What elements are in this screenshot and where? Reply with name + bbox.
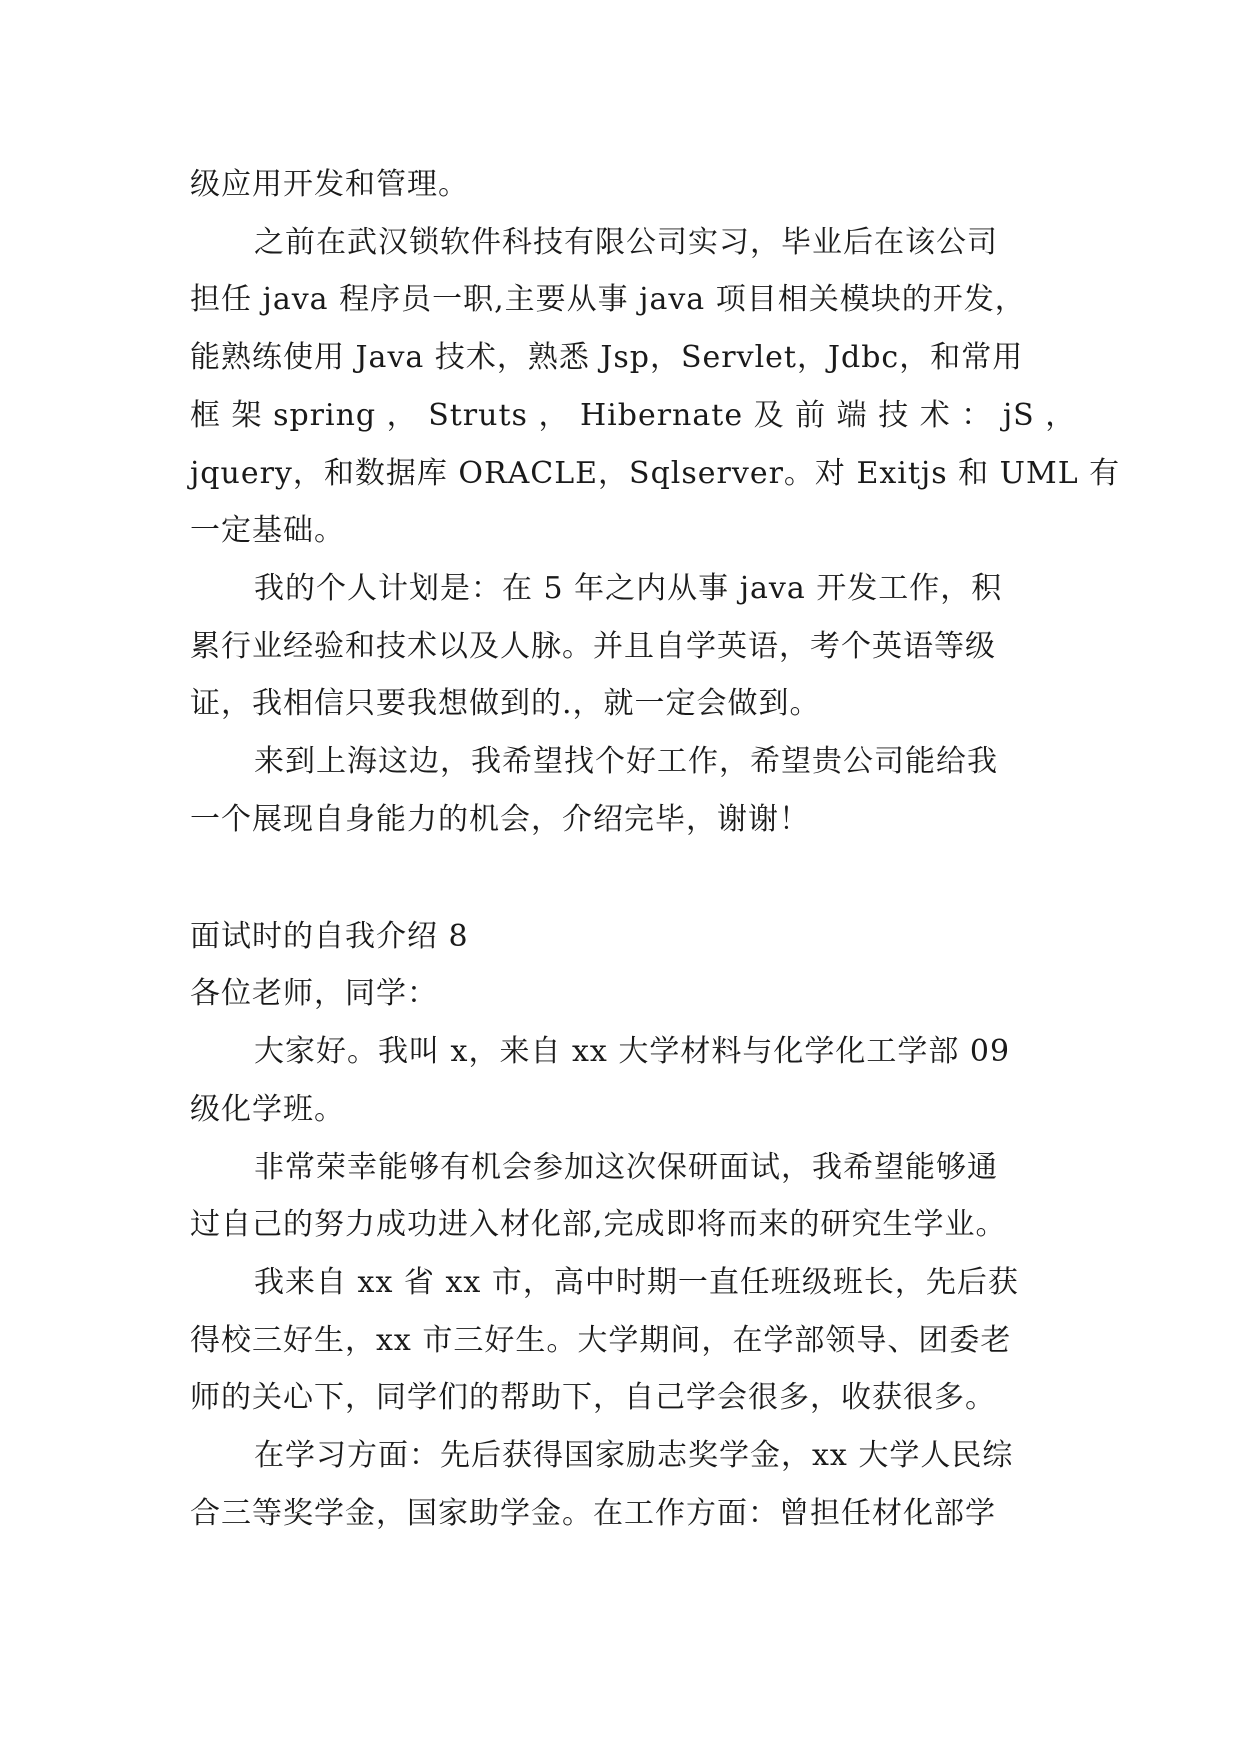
paragraph-start: 在学习方面：先后获得国家励志奖学金，xx 大学人民综 — [254, 1438, 1014, 1473]
salutation: 各位老师，同学： — [190, 976, 438, 1011]
text-line: 得校三好生，xx 市三好生。大学期间，在学部领导、团委老 — [190, 1323, 1012, 1358]
text-line: jquery，和数据库 ORACLE，Sqlserver。对 Exitjs 和 UML 有 — [190, 456, 1121, 491]
text-line: 一个展现自身能力的机会，介绍完毕，谢谢！ — [190, 802, 810, 837]
paragraph-start: 我的个人计划是：在 5 年之内从事 java 开发工作，积 — [254, 571, 1003, 606]
paragraph-start: 非常荣幸能够有机会参加这次保研面试，我希望能够通 — [254, 1150, 998, 1185]
section-heading: 面试时的自我介绍 8 — [190, 919, 469, 954]
text-line: 框 架 spring ， Struts ， Hibernate 及 前 端 技 术 ： jS ， — [190, 398, 1077, 433]
text-line: 过自己的努力成功进入材化部,完成即将而来的研究生学业。 — [190, 1207, 1007, 1242]
text-line: 师的关心下，同学们的帮助下，自己学会很多，收获很多。 — [190, 1380, 996, 1415]
text-line: 合三等奖学金，国家助学金。在工作方面：曾担任材化部学 — [190, 1496, 996, 1531]
text-line: 累行业经验和技术以及人脉。并且自学英语，考个英语等级 — [190, 629, 996, 664]
text-line: 担任 java 程序员一职,主要从事 java 项目相关模块的开发， — [190, 282, 1026, 317]
paragraph-start: 之前在武汉锁软件科技有限公司实习，毕业后在该公司 — [254, 225, 998, 260]
text-line: 一定基础。 — [190, 513, 345, 548]
text-line: 证，我相信只要我想做到的.，就一定会做到。 — [190, 686, 821, 721]
paragraph-start: 来到上海这边，我希望找个好工作，希望贵公司能给我 — [254, 744, 998, 779]
text-line: 级化学班。 — [190, 1092, 345, 1127]
paragraph-start: 大家好。我叫 x，来自 xx 大学材料与化学化工学部 09 — [254, 1034, 1011, 1069]
paragraph-start: 我来自 xx 省 xx 市，高中时期一直任班级班长，先后获 — [254, 1265, 1019, 1300]
text-line: 能熟练使用 Java 技术，熟悉 Jsp，Servlet，Jdbc，和常用 — [190, 340, 1024, 375]
text-line: 级应用开发和管理。 — [190, 167, 469, 202]
